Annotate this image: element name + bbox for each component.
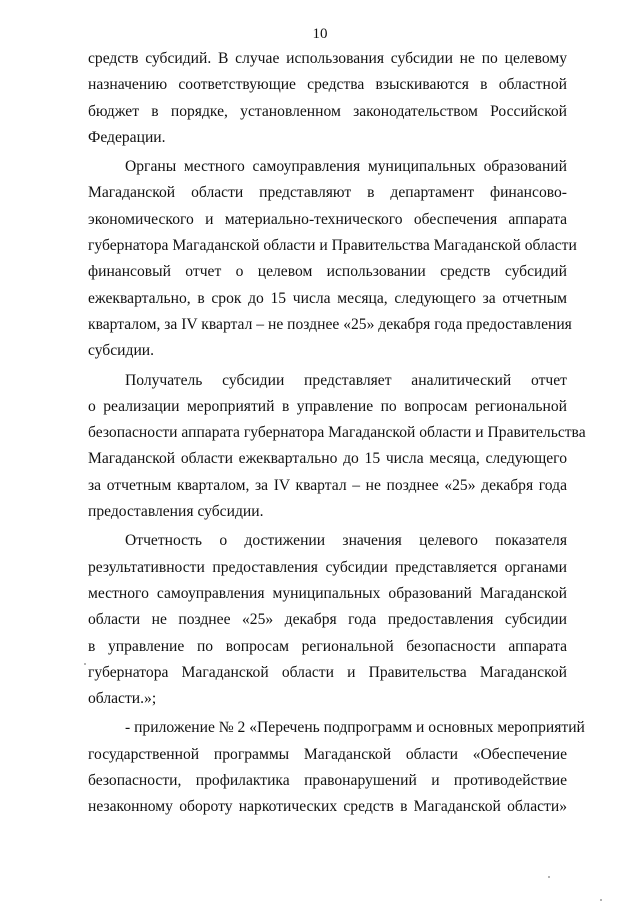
text-line: Магаданской области ежеквартально до 15 числа месяца, следующего [88,450,567,468]
text-line: средств субсидий. В случае использования субсидии не по целевому [88,50,567,67]
text-line: местного самоуправления муниципальных образований Магаданской [88,584,567,602]
text-line: Получатель субсидии представляет аналитический отчет [125,371,567,389]
text-line: Магаданской области представляют в департамент финансово- [88,184,567,202]
text-line: результативности предоставления субсидии представляется органами [88,558,567,576]
document-body [88,46,586,821]
text-line: финансовый отчет о целевом использовании средств субсидий [88,263,567,281]
text-line: назначению соответствующие средства взыскиваются в областной [88,76,567,94]
text-line: субсидии. [88,342,155,360]
text-line: безопасности, профилактика правонарушений и противодействие [88,772,567,790]
scan-artifact [548,876,550,878]
text-line: в управление по вопросам региональной безопасности аппарата [88,637,567,655]
text-line: губернатора Магаданской области и Правительства Магаданской [88,663,567,681]
scan-artifact [600,899,602,901]
text-line: области не позднее «25» декабря года предоставления субсидии [88,611,567,629]
text-line: Органы местного самоуправления муниципальных образований [125,158,567,176]
text-line: о реализации мероприятий в управление по вопросам региональной [88,397,567,415]
text-line: - приложение № 2 «Перечень подпрограмм и основных мероприятий [125,719,585,737]
page-number: 10 [312,26,328,42]
text-line: безопасности аппарата губернатора Магаданской области и Правительства [88,424,586,442]
text-line: Федерации. [88,128,166,146]
text-line: экономического и материально-технического обеспечения аппарата [88,210,567,228]
text-line: ежеквартально, в срок до 15 числа месяца, следующего за отчетным [88,289,567,307]
scan-artifact [84,663,86,665]
text-line: незаконному обороту наркотических средств в Магаданской области» [88,798,567,816]
text-line: бюджет в порядке, установленном законодательством Российской [88,102,567,120]
text-line: кварталом, за IV квартал – не позднее «25» декабря года предоставления [88,315,572,333]
text-line: губернатора Магаданской области и Правительства Магаданской области [88,237,577,255]
text-line: предоставления субсидии. [88,503,264,521]
text-line: за отчетным кварталом, за IV квартал – не позднее «25» декабря года [88,476,567,494]
text-line: Отчетность о достижении значения целевого показателя [125,532,567,550]
text-line: области.»; [88,690,157,708]
text-line: государственной программы Магаданской области «Обеспечение [88,745,567,763]
